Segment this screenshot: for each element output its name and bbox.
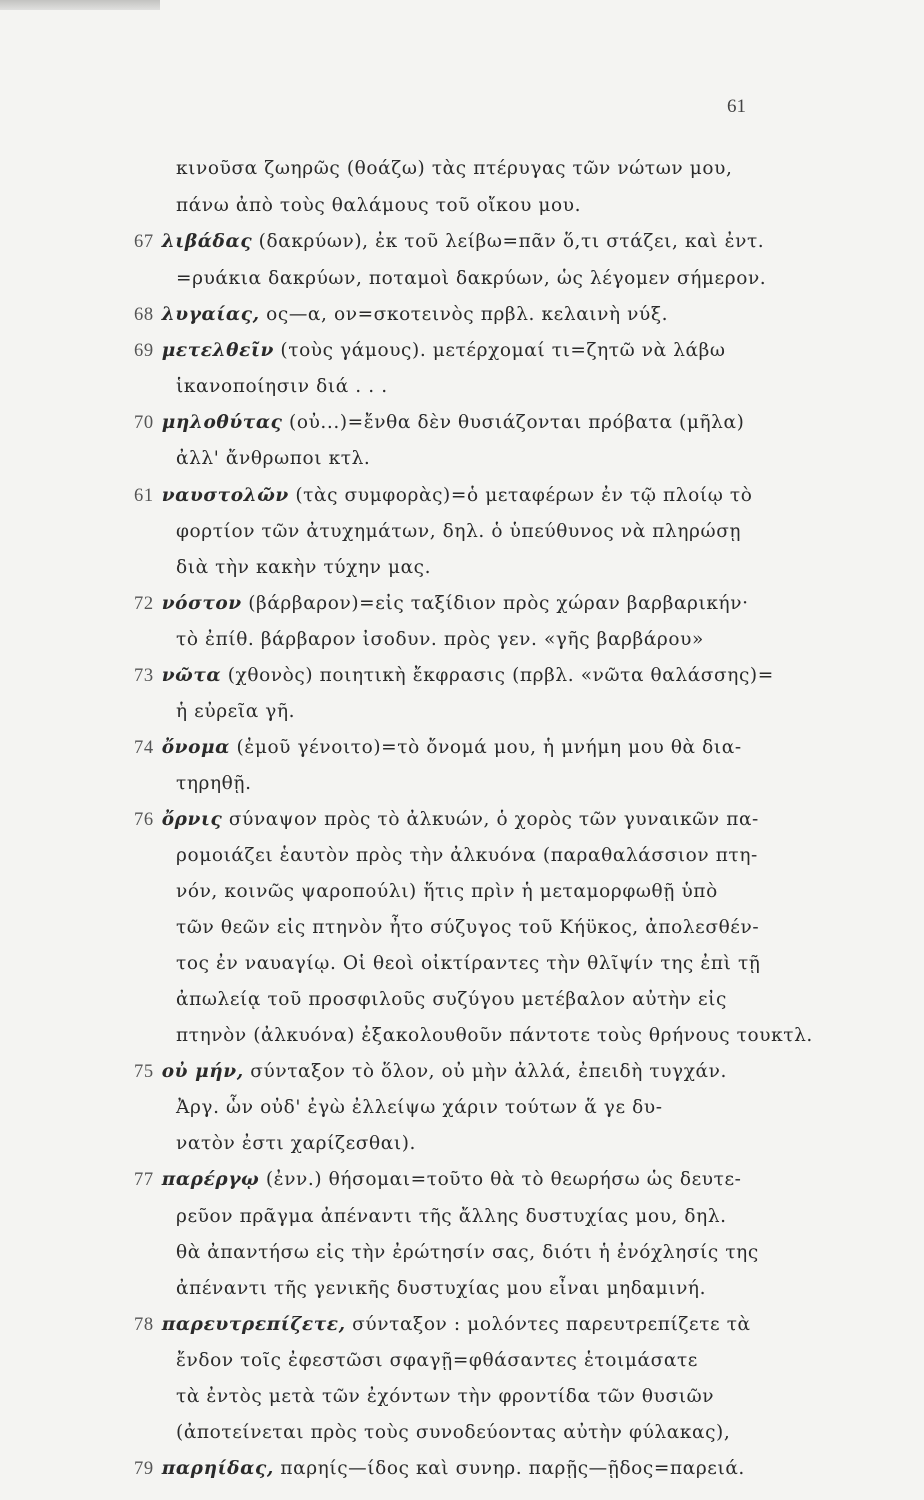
line-number: 78 (134, 1315, 154, 1335)
gloss-text: (ἐμοῦ γένοιτο)=τὸ ὄνομά μου, ἡ μνήμη μου θὰ δια- (230, 737, 742, 758)
line-number: 67 (134, 232, 154, 252)
text-line (134, 306, 668, 325)
gloss-text: ος—α, ον=σκοτεινὸς πρβλ. κελαινὴ νύξ. (259, 304, 669, 325)
headword: μετελθεῖν (161, 340, 274, 361)
text-line (176, 775, 252, 794)
text-line (176, 883, 718, 902)
line-number: 77 (134, 1170, 154, 1190)
page-number: 61 (727, 96, 746, 117)
text-line (134, 667, 774, 686)
text-line (134, 233, 764, 252)
gloss-text: ἱκανοποίησιν διά . . . (176, 376, 388, 397)
gloss-text: πτηνὸν (ἀλκυόνα) ἐξακολουθοῦν πάντοτε τοὺς θρήνους τουκτλ. (176, 1025, 813, 1046)
text-line (176, 1280, 706, 1299)
headword: παρηίδας, (161, 1458, 274, 1479)
text-line (176, 919, 759, 938)
gloss-text: τῶν θεῶν εἰς πτηνὸν ἦτο σύζυγος τοῦ Κήϋκος, ἀπολεσθέν- (176, 917, 760, 938)
line-number: 75 (134, 1062, 154, 1082)
text-line (134, 1316, 751, 1335)
headword: ὄρνις (161, 809, 223, 830)
gloss-text: ρεῦον πρᾶγμα ἀπέναντι τῆς ἄλλης δυστυχίας μου, δηλ. (176, 1206, 727, 1227)
gloss-text: σύνταξον : μολόντες παρευτρεπίζετε τὰ (345, 1314, 751, 1335)
line-number: 70 (134, 413, 154, 433)
text-line (176, 991, 727, 1010)
line-number: 61 (134, 486, 154, 506)
text-line (176, 631, 704, 650)
gloss-text: τὸ ἐπίθ. βάρβαρον ἰσοδυν. πρὸς γεν. «γῆς βαρβάρου» (176, 629, 704, 650)
line-number: 68 (134, 305, 154, 325)
gloss-text: νατὸν ἐστι χαρίζεσθαι). (176, 1133, 417, 1154)
line-number: 76 (134, 810, 154, 830)
gloss-text: (χθονὸς) ποιητικὴ ἔκφρασις (πρβλ. «νῶτα θαλάσσης)= (221, 665, 774, 686)
headword: παρευτρεπίζετε, (161, 1314, 346, 1335)
text-line (176, 1244, 759, 1263)
gloss-text: (ἐνν.) θήσομαι=τοῦτο θὰ τὸ θεωρήσω ὡς δευτε- (259, 1169, 742, 1190)
headword: ναυστολῶν (161, 485, 289, 506)
gloss-text: πάνω ἀπὸ τοὺς θαλάμους τοῦ οἴκου μου. (176, 195, 582, 216)
text-line (134, 414, 744, 433)
headword: λυγαίας, (161, 304, 260, 325)
text-line (134, 811, 759, 830)
gloss-text: ἀλλ' ἄνθρωποι κτλ. (176, 448, 371, 469)
text-line (134, 1460, 745, 1479)
gloss-text: ἀπωλείᾳ τοῦ προσφιλοῦς συζύγου μετέβαλον αὐτὴν εἰς (176, 989, 727, 1010)
line-number: 69 (134, 341, 154, 361)
text-line (134, 1171, 742, 1190)
headword: μηλοθύτας (161, 412, 283, 433)
gloss-text: φορτίον τῶν ἀτυχημάτων, δηλ. ὁ ὑπεύθυνος νὰ πληρώσῃ (176, 521, 742, 542)
gloss-text: (τὰς συμφορὰς)=ὁ μεταφέρων ἐν τῷ πλοίῳ τὸ (288, 485, 753, 506)
text-line (176, 847, 758, 866)
headword: νῶτα (161, 665, 222, 686)
text-line (176, 1099, 663, 1118)
text-line (176, 1352, 698, 1371)
headword: λιβάδας (161, 231, 253, 252)
gloss-text: =ρυάκια δακρύων, ποταμοὶ δακρύων, ὡς λέγομεν σήμερον. (176, 268, 767, 289)
text-line (176, 559, 431, 578)
gloss-text: (βάρβαρον)=εἰς ταξίδιον πρὸς χώραν βαρβαρικήν· (241, 593, 749, 614)
gloss-text: ἔνδον τοῖς ἐφεστῶσι σφαγῇ=φθάσαντες ἑτοιμάσατε (176, 1350, 698, 1371)
text-line (176, 270, 766, 289)
gloss-text: τος ἐν ναυαγίῳ. Οἱ θεοὶ οἰκτίραντες τὴν θλῖψίν της ἐπὶ τῇ (176, 953, 761, 974)
line-number: 79 (134, 1459, 154, 1479)
headword: παρέργῳ (161, 1169, 260, 1190)
text-line (134, 487, 752, 506)
text-line (176, 1027, 813, 1046)
gloss-text: σύναψον πρὸς τὸ ἀλκυών, ὁ χορὸς τῶν γυναικῶν πα- (222, 809, 759, 830)
headword: ὄνομα (161, 737, 230, 758)
gloss-text: νόν, κοινῶς ψαροπούλι) ἥτις πρὶν ἡ μεταμορφωθῇ ὑπὸ (176, 881, 718, 902)
gloss-text: ἀπέναντι τῆς γενικῆς δυστυχίας μου εἶναι μηδαμινή. (176, 1278, 707, 1299)
headword: οὐ μήν, (161, 1061, 244, 1082)
gloss-text: σύνταξον τὸ ὅλον, οὐ μὴν ἀλλά, ἐπειδὴ τυγχάν. (243, 1061, 727, 1082)
gloss-text: τὰ ἐντὸς μετὰ τῶν ἐχόντων τὴν φροντίδα τῶν θυσιῶν (176, 1386, 715, 1407)
text-line (176, 378, 388, 397)
gloss-text: ἡ εὐρεῖα γῆ. (176, 701, 296, 722)
gloss-text: (δακρύων), ἐκ τοῦ λείβω=πᾶν ὅ,τι στάζει, καὶ ἐντ. (252, 231, 765, 252)
gloss-text: παρηίς—ίδος καὶ συνηρ. παρῇς—ῇδος=παρειά. (273, 1458, 745, 1479)
text-line (176, 703, 295, 722)
text-line (176, 160, 732, 179)
line-number: 74 (134, 738, 154, 758)
text-line (134, 1063, 727, 1082)
gloss-text: τηρηθῇ. (176, 773, 252, 794)
gloss-text: (οὐ...)=ἔνθα δὲν θυσιάζονται πρόβατα (μῆλα) (282, 412, 745, 433)
text-line (176, 1135, 416, 1154)
gloss-text: θὰ ἀπαντήσω εἰς τὴν ἐρώτησίν σας, διότι ἡ ἐνόχλησίς της (176, 1242, 759, 1263)
gloss-text: (τοὺς γάμους). μετέρχομαί τι=ζητῶ νὰ λάβω (273, 340, 726, 361)
page-edge-shadow (0, 0, 160, 10)
gloss-text: Ἀργ. ὧν οὐδ' ἐγὼ ἐλλείψω χάριν τούτων ἅ γε δυ- (176, 1097, 663, 1118)
gloss-text: ρομοιάζει ἑαυτὸν πρὸς τὴν ἀλκυόνα (παραθαλάσσιον πτη- (176, 845, 758, 866)
line-number: 73 (134, 666, 154, 686)
text-line (176, 197, 581, 216)
text-line (134, 739, 742, 758)
gloss-text: (ἀποτείνεται πρὸς τοὺς συνοδεύοντας αὐτὴν φύλακας), (176, 1422, 731, 1443)
gloss-text: διὰ τὴν κακὴν τύχην μας. (176, 557, 432, 578)
text-line (176, 523, 741, 542)
line-number: 72 (134, 594, 154, 614)
text-line (176, 1424, 730, 1443)
text-line (134, 595, 749, 614)
text-line (176, 1208, 727, 1227)
text-line (176, 450, 370, 469)
text-line (176, 1388, 714, 1407)
headword: νόστον (161, 593, 242, 614)
gloss-text: κινοῦσα ζωηρῶς (θοάζω) τὰς πτέρυγας τῶν νώτων μου, (176, 158, 733, 179)
text-line (134, 342, 726, 361)
text-line (176, 955, 760, 974)
